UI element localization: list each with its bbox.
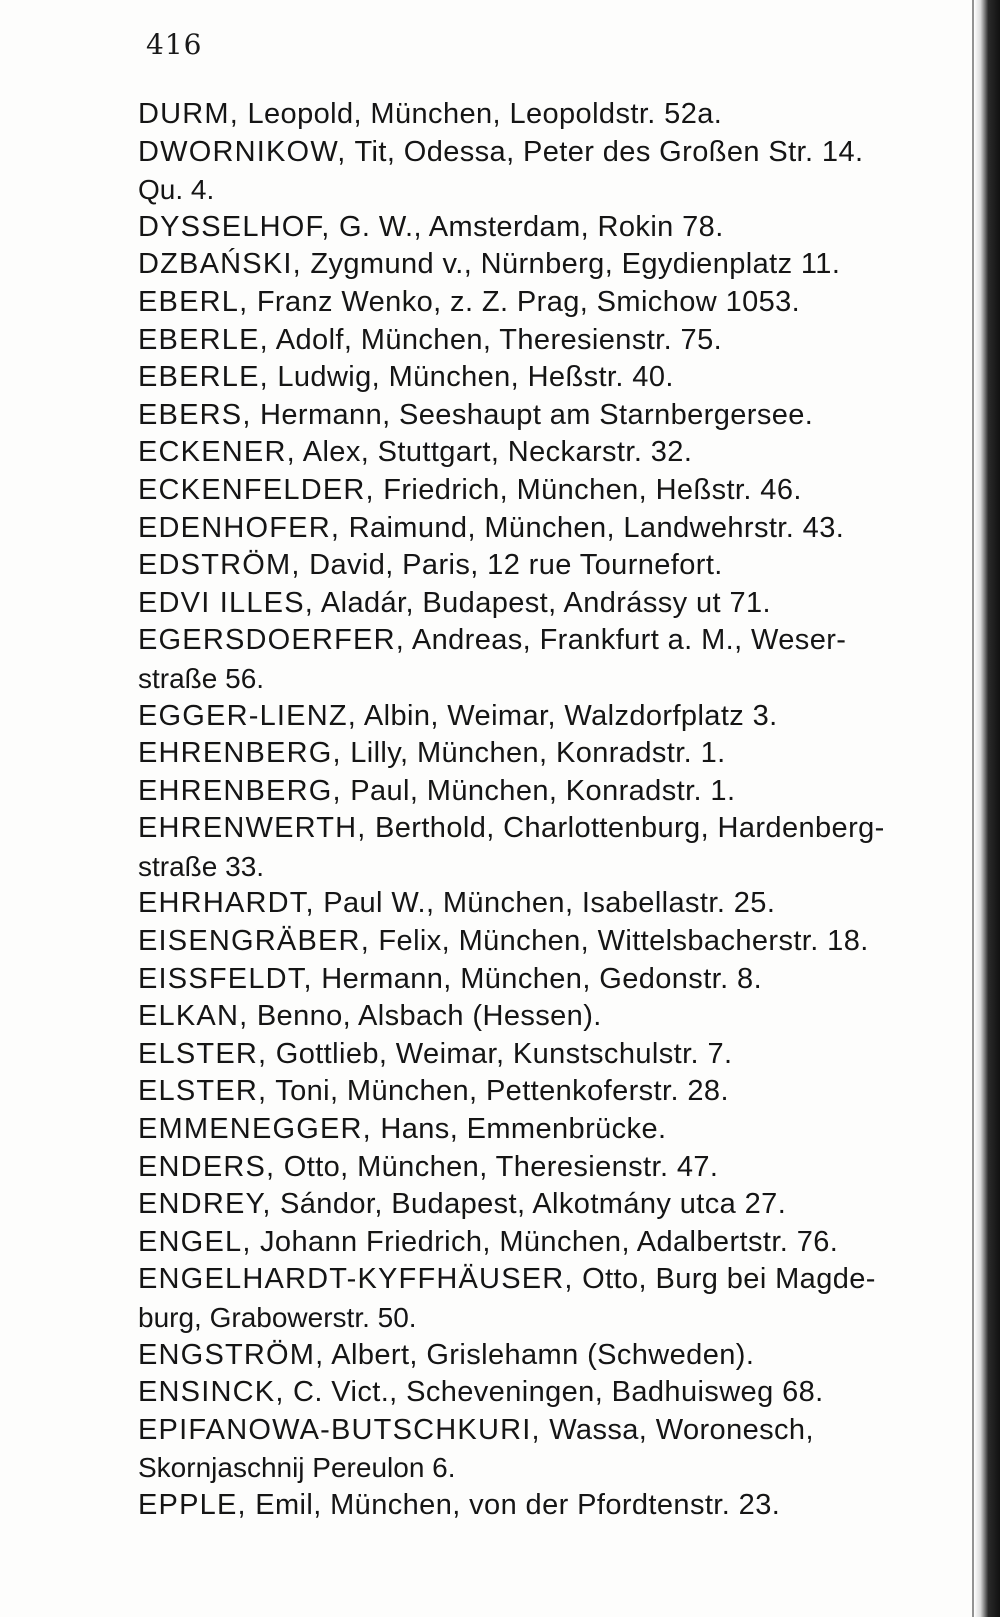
- entry-surname: EPPLE,: [138, 1488, 247, 1521]
- entry-surname: ENGELHARDT-KYFFHÄUSER,: [138, 1263, 574, 1296]
- directory-entry: [138, 209, 958, 247]
- directory-entry: [138, 322, 958, 360]
- entry-details: David, Paris, 12 rue Tournefort.: [300, 549, 723, 582]
- entry-details: Albert, Grislehamn (Schweden).: [324, 1338, 755, 1371]
- directory-entry: [138, 1036, 958, 1074]
- entry-surname: ENGEL,: [138, 1225, 252, 1258]
- entry-surname: EISSFELDT,: [138, 962, 313, 995]
- entry-surname: ENDERS,: [138, 1150, 276, 1183]
- entry-surname: ELSTER,: [138, 1075, 268, 1108]
- directory-entry: [138, 622, 958, 697]
- entry-surname: EISENGRÄBER,: [138, 925, 370, 958]
- directory-entry: [138, 885, 958, 923]
- entry-details: Franz Wenko, z. Z. Prag, Smichow 1053.: [248, 285, 801, 318]
- directory-entry: [138, 96, 958, 134]
- directory-entry: [138, 134, 958, 209]
- entry-details: Alex, Stuttgart, Neckarstr. 32.: [295, 436, 693, 469]
- entry-details: Sándor, Budapest, Alkotmány utca 27.: [271, 1188, 787, 1221]
- directory-entry: [138, 1111, 958, 1149]
- entry-details: Paul W., München, Isabellastr. 25.: [314, 887, 776, 920]
- entry-details: Benno, Alsbach (Hessen).: [248, 1000, 602, 1033]
- entry-surname: EGGER-LIENZ,: [138, 699, 358, 732]
- directory-entry: [138, 397, 958, 435]
- entry-surname: DYSSELHOF,: [138, 210, 331, 243]
- directory-entry: [138, 1412, 958, 1487]
- entry-details: Wassa, Woronesch,: [540, 1413, 814, 1446]
- entry-details: Hermann, München, Gedonstr. 8.: [312, 962, 763, 995]
- entry-surname: EPIFANOWA-BUTSCHKURI,: [138, 1413, 541, 1446]
- entry-details: Raimund, München, Landwehrstr. 43.: [340, 511, 845, 544]
- entry-surname: EDENHOFER,: [138, 511, 341, 544]
- entry-surname: ENSINCK,: [138, 1376, 285, 1409]
- entry-surname: EDVI ILLES,: [138, 586, 314, 619]
- entry-details: Albin, Weimar, Walzdorfplatz 3.: [357, 699, 778, 732]
- page-edge-shadow: [974, 0, 1000, 1617]
- entry-details: Friedrich, München, Heßstr. 46.: [374, 473, 802, 506]
- directory-entry: [138, 810, 958, 885]
- entry-details: Ludwig, München, Heßstr. 40.: [268, 361, 674, 394]
- entry-details: Otto, München, Theresienstr. 47.: [275, 1150, 719, 1183]
- entry-details: Berthold, Charlottenburg, Hardenberg-: [366, 812, 885, 845]
- entry-surname: ELKAN,: [138, 1000, 249, 1033]
- directory-entry: [138, 359, 958, 397]
- entry-surname: EBERL,: [138, 285, 249, 318]
- directory-entry: [138, 923, 958, 961]
- entry-details: Paul, München, Konradstr. 1.: [341, 774, 736, 807]
- entry-surname: EHRHARDT,: [138, 887, 315, 920]
- entry-details: Felix, München, Wittelsbacherstr. 18.: [369, 925, 869, 958]
- entry-continuation: straße 56.: [138, 662, 265, 694]
- entry-details: Hans, Emmenbrücke.: [371, 1113, 667, 1146]
- directory-entry: [138, 1224, 958, 1262]
- entry-details: Hermann, Seeshaupt am Starnbergersee.: [251, 398, 814, 431]
- directory-entry: [138, 434, 958, 472]
- entry-surname: EHRENWERTH,: [138, 812, 367, 845]
- directory-entry: [138, 284, 958, 322]
- entry-surname: EBERS,: [138, 398, 252, 431]
- entry-details: Lilly, München, Konradstr. 1.: [341, 737, 726, 770]
- entry-surname: EDSTRÖM,: [138, 549, 301, 582]
- entry-details: Adolf, München, Theresienstr. 75.: [268, 323, 723, 356]
- entry-continuation: Qu. 4.: [138, 174, 215, 206]
- entry-details: Gottlieb, Weimar, Kunstschulstr. 7.: [267, 1037, 733, 1070]
- entry-surname: ECKENER,: [138, 436, 296, 469]
- directory-entry: [138, 1261, 958, 1336]
- directory-entry: [138, 1374, 958, 1412]
- directory-entry: [138, 547, 958, 585]
- directory-entry: [138, 1337, 958, 1375]
- entry-surname: EMMENEGGER,: [138, 1113, 372, 1146]
- directory-entry: [138, 472, 958, 510]
- entry-details: Leopold, München, Leopoldstr. 52a.: [239, 98, 723, 130]
- directory-entry: [138, 510, 958, 548]
- page-number: 416: [146, 28, 203, 61]
- entry-surname: ECKENFELDER,: [138, 473, 375, 506]
- entry-details: C. Vict., Scheveningen, Badhuisweg 68.: [284, 1376, 824, 1409]
- directory-entry: [138, 246, 958, 284]
- entry-surname: ENDREY,: [138, 1188, 272, 1221]
- directory-entry: [138, 961, 958, 999]
- directory-list: [138, 96, 958, 1525]
- entry-details: Johann Friedrich, München, Adalbertstr. 76.: [251, 1225, 839, 1258]
- entry-details: Andreas, Frankfurt a. M., Weser-: [404, 624, 847, 657]
- entry-surname: EBERLE,: [138, 361, 269, 394]
- entry-surname: ENGSTRÖM,: [138, 1338, 325, 1371]
- entry-details: Tit, Odessa, Peter des Großen Str. 14.: [346, 135, 864, 168]
- entry-surname: EHRENBERG,: [138, 737, 342, 770]
- entry-details: Zygmund v., Nürnberg, Egydienplatz 11.: [301, 248, 841, 281]
- directory-entry: [138, 585, 958, 623]
- directory-entry: [138, 773, 958, 811]
- entry-surname: EHRENBERG,: [138, 774, 342, 807]
- directory-entry: [138, 998, 958, 1036]
- directory-entry: [138, 1487, 958, 1525]
- entry-details: Aladár, Budapest, Andrássy ut 71.: [314, 586, 771, 619]
- entry-details: Otto, Burg bei Magde-: [573, 1263, 876, 1296]
- entry-continuation: Skornjaschnij Pereulon 6.: [138, 1452, 456, 1484]
- entry-surname: EBERLE,: [138, 323, 269, 356]
- directory-entry: [138, 1073, 958, 1111]
- entry-surname: DZBAŃSKI,: [138, 248, 302, 281]
- entry-details: Toni, München, Pettenkoferstr. 28.: [267, 1075, 729, 1108]
- entry-continuation: straße 33.: [138, 850, 265, 882]
- directory-entry: [138, 735, 958, 773]
- entry-surname: ELSTER,: [138, 1037, 268, 1070]
- directory-entry: [138, 1186, 958, 1224]
- directory-entry: [138, 1149, 958, 1187]
- entry-surname: EGERSDOERFER,: [138, 624, 405, 657]
- entry-details: G. W., Amsterdam, Rokin 78.: [330, 210, 724, 243]
- entry-continuation: burg, Grabowerstr. 50.: [138, 1302, 417, 1333]
- entry-details: Emil, München, von der Pfordtenstr. 23.: [246, 1488, 781, 1521]
- entry-surname: DWORNIKOW,: [138, 135, 347, 168]
- entry-surname: DURM,: [138, 98, 240, 130]
- directory-entry: [138, 698, 958, 736]
